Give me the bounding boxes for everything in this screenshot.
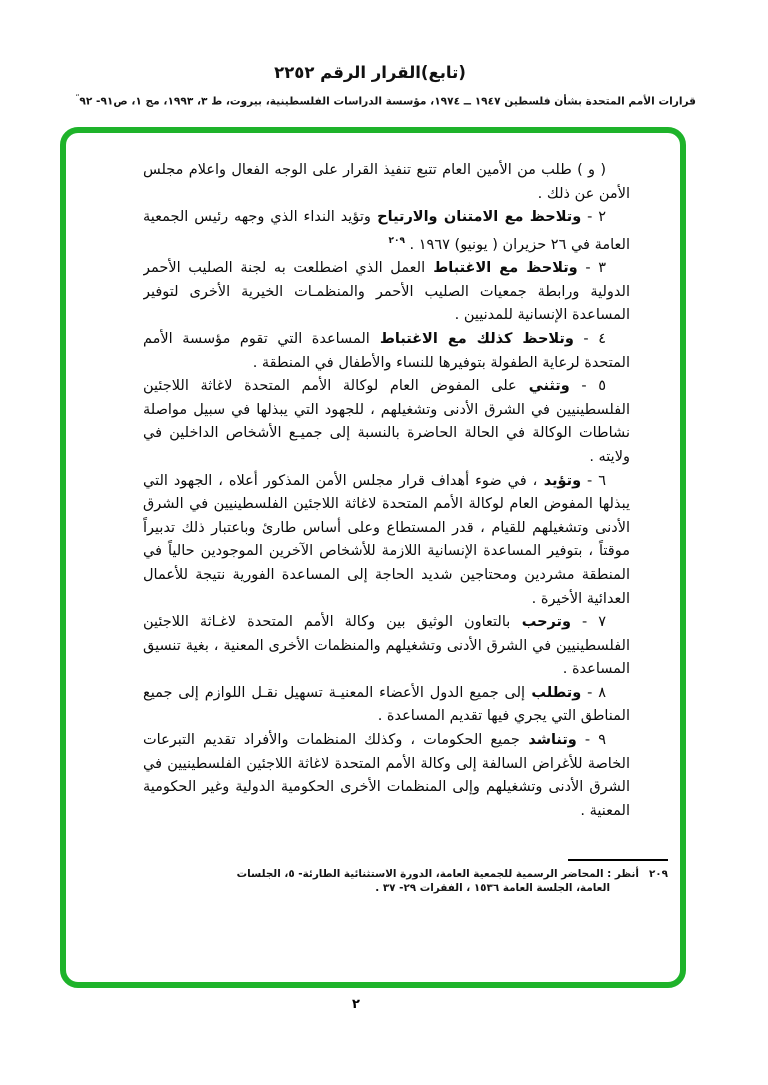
clause-text: جميع الحكومات ، وكذلك المنظمات والأفراد تقديم التبرعات الخاصة للأغراض السالفة إلى وكالة الأمم المتحدة لاغاثة اللاجئين الفلسطينيين في الشرق الأدنى وتشغيلهم وإلى المنظمات الأخرى الحكومية الدولية وغير الحكومية المعنية . bbox=[143, 732, 630, 819]
page-number: ٢ bbox=[352, 997, 360, 1012]
paragraph-7 bbox=[143, 611, 630, 682]
clause-text: وتؤيد النداء الذي وجهه رئيس الجمعية العامة في ٢٦ حزيران ( يونيو) ١٩٦٧ . bbox=[143, 209, 630, 253]
clause-label: ٥ - bbox=[569, 378, 607, 395]
footnote-divider bbox=[568, 859, 668, 861]
source-citation-text: قرارات الأمم المتحدة بشأن فلسطين ١٩٤٧ ــ ١٩٧٤، مؤسسة الدراسات الفلسطينية، بيروت، ط ٣، ١٩٩٣، مج ١، ص٩١- ٩٢ bbox=[79, 95, 696, 108]
footnote bbox=[236, 859, 668, 894]
clause-text: العمل الذي اضطلعت به لجنة الصليب الأحمر الدولية ورابطة جمعيات الصليب الأحمر والمنظمـات الخيرية الأخرى لتوفير المساعدة الإنسانية للمدنيين . bbox=[143, 260, 630, 324]
paragraph-2 bbox=[143, 206, 630, 257]
footnote-line-2: العامة، الجلسة العامة ١٥٣٦ ، الفقرات ٢٩- ٣٧ . bbox=[375, 882, 610, 894]
paragraph-4 bbox=[143, 328, 630, 375]
clause-label: ٨ - bbox=[581, 684, 607, 701]
clause-text: المساعدة التي تقوم مؤسسة الأمم المتحدة لرعاية الطفولة بتوفيرها للنساء والأطفال في المنطقة . bbox=[143, 330, 630, 371]
page-title: (تابع)القرار الرقم ٢٢٥٢ bbox=[274, 63, 466, 82]
clause-text: ، في ضوء أهداف قرار مجلس الأمن المذكور أعلاه ، الجهود التي يبذلها المفوض العام لوكالة الأمم المتحدة لاغاثة اللاجئين الفلسطينيين في الشرق الأدنى وتشغيلهم للقيام ، قدر المستطاع وعلى أساس طارئ وباعتبار ذلك تدبيراً موقتاً ، بتوفير المساعدة الإنسانية اللازمة للأشخاص الآخرين الموجودين حالياً في المنطقة مشردين ومحتاجين شديد الحاجة إلى المساعدة الفورية نتيجة للأعمال العدائية الأخيرة . bbox=[143, 472, 630, 607]
paragraph-8 bbox=[143, 682, 630, 729]
clause-lead: وتلاحظ مع الاغتباط bbox=[425, 260, 578, 277]
paragraph-6 bbox=[143, 470, 630, 612]
paragraph-9 bbox=[143, 729, 630, 823]
footnote-number: ٢٠٩ bbox=[648, 868, 668, 880]
content-border-frame bbox=[60, 127, 686, 988]
paragraph-3 bbox=[143, 257, 630, 328]
resolution-body bbox=[143, 159, 630, 859]
clause-label: ٩ - bbox=[576, 732, 607, 749]
clause-lead: وتناشد bbox=[519, 732, 577, 749]
clause-lead: وتلاحظ كذلك مع الاغتباط bbox=[369, 330, 574, 347]
clause-lead: وتؤيد bbox=[537, 472, 582, 489]
clause-text: طلب من الأمين العام تتبع تنفيذ القرار على الوجه الفعال واعلام مجلس الأمن عن ذلك . bbox=[143, 162, 630, 202]
clause-text: بالتعاون الوثيق بين وكالة الأمم المتحدة لاغـاثة اللاجئين الفلسطينيين في الشرق الأدنى وتشغيلهم والمنظمات الأخرى المعنية ، بغية تنسيق المساعدة . bbox=[143, 614, 630, 678]
footnote-line-1 bbox=[236, 868, 668, 880]
clause-label: ( و ) bbox=[571, 162, 606, 178]
footnote-text: أنظر : المحاضر الرسمية للجمعية العامة، الدورة الاستثنائية الطارئة- ٥، الجلسات bbox=[236, 868, 639, 880]
clause-lead: وترحب bbox=[510, 614, 571, 631]
clause-label: ٣ - bbox=[577, 260, 607, 277]
clause-text: على المفوض العام لوكالة الأمم المتحدة لاغاثة اللاجئين الفلسطينيين في الشرق الأدنى وتشغيلهم ، للجهود التي يبذلها في سبيل مواصلة نشاطات الوكالة في الحالة الحاضرة بالنسبة إلى جميـع الأشخاص الداخلين في ولايته . bbox=[143, 378, 630, 465]
clause-lead: وتلاحظ مع الامتنان والارتياح bbox=[370, 209, 582, 226]
clause-label: ٧ - bbox=[571, 614, 607, 631]
source-citation-mark: ʺ bbox=[75, 94, 80, 102]
clause-label: ٤ - bbox=[573, 330, 607, 347]
clause-lead: وتطلب bbox=[525, 684, 582, 701]
clause-label: ٦ - bbox=[581, 472, 607, 489]
paragraph-clause-waw bbox=[143, 159, 630, 206]
clause-label: ٢ - bbox=[581, 209, 607, 226]
source-citation bbox=[60, 94, 696, 108]
clause-lead: وتثني bbox=[516, 378, 570, 395]
clause-text: إلى جميع الدول الأعضاء المعنيـة تسهيل نقـل اللوازم إلى جميع المناطق التي يجري فيها تقديم المساعدة . bbox=[143, 684, 630, 725]
paragraph-5 bbox=[143, 375, 630, 469]
footnote-reference: ٢٠٩ bbox=[388, 235, 405, 246]
